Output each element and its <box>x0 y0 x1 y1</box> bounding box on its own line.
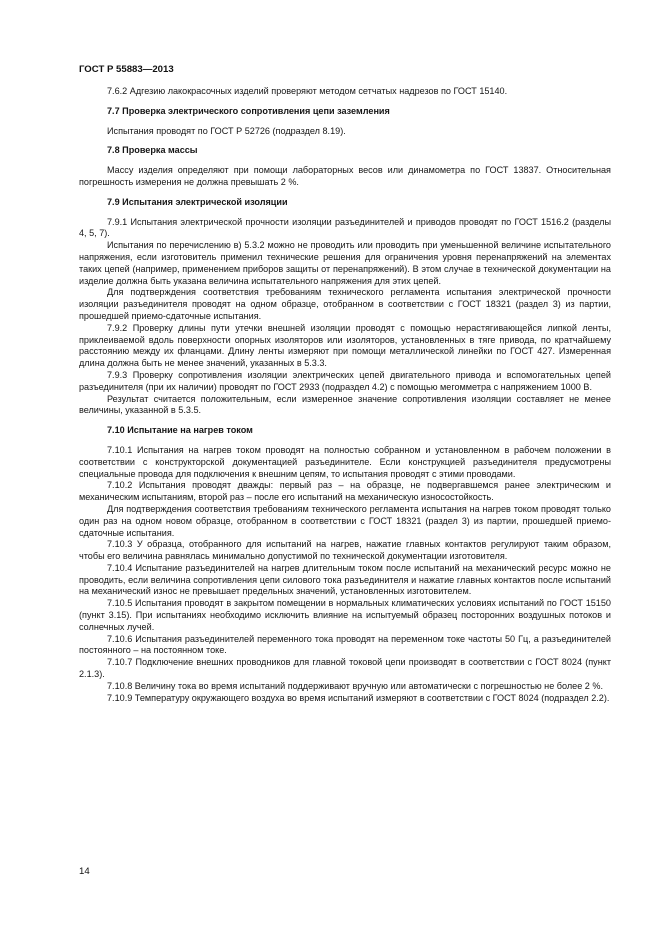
paragraph-7-10-5: 7.10.5 Испытания проводят в закрытом помещении в нормальных климатических условиях испытаний по ГОСТ 15150 (пункт 3.15). При испытаниях необходимо исключить влияние на испытуемый образец посторонних воздушных потоков и солнечных лучей. <box>79 598 611 632</box>
paragraph-7-9-2: 7.9.2 Проверку длины пути утечки внешней изоляции проводят с помощью нерастягивающейся липкой ленты, приклеиваемой вдоль поверхности опорных изоляторов или изоляторов, установленных в тяге привода, по кратчайшему расстоянию между их фланцами. Длину ленты измеряют при помощи металлической линейки по ГОСТ 427. Измеренная длина должна быть не менее значений, указанных в 5.3.3. <box>79 322 611 369</box>
paragraph-7-10-2-b: Для подтверждения соответствия требованиям технического регламента испытания на нагрев током проводят только один раз на одном новом образце, отобранном в соответствии с ГОСТ 18321 (раздел 3) из партии, прошедшей приемо-сдаточные испытания. <box>79 503 611 538</box>
paragraph-7-9-1-c: Для подтверждения соответствия требованиям технического регламента испытания электрической прочности изоляции разъединителя проводят на одном образце, отобранном в соответствии с ГОСТ 18321 (раздел 3) из партии, прошедшей приемо-сдаточные испытания. <box>79 287 611 321</box>
paragraph-7-10-6: 7.10.6 Испытания разъединителей переменного тока проводят на переменном токе частоты 50 Гц, а разъединителей постоянного – на постоянном токе. <box>79 633 611 656</box>
heading-7-10: 7.10 Испытание на нагрев током <box>107 425 253 436</box>
paragraph-7-6-2: 7.6.2 Адгезию лакокрасочных изделий проверяют методом сетчатых надрезов по ГОСТ 15140. <box>107 86 508 96</box>
page-number: 14 <box>79 866 90 877</box>
paragraph-7-9-1-b: Испытания по перечислению в) 5.3.2 можно не проводить или проводить при уменьшенной величине испытательного напряжения, если изготовитель применил технические решения для ограничения уровня перенапряжений на элементах таких цепей (например, применением приборов защиты от перенапряжений). В этом случае в технической документации на изделие должна быть указана величина испытательного напряжения для этих цепей. <box>79 240 611 286</box>
paragraph-7-9-1: 7.9.1 Испытания электрической прочности изоляции разъединителей и приводов проводят по ГОСТ 1516.2 (разделы 4, 5, 7). <box>79 216 611 239</box>
paragraph-7-10-4: 7.10.4 Испытание разъединителей на нагрев длительным током после испытаний на механический ресурс можно не проводить, если величина сопротивления цепи силового тока разъединителя и нажатие главных контактов после испытаний на механический износ не превышает предельных значений, установленных изготовителем. <box>79 562 611 597</box>
paragraph-7-10-1: 7.10.1 Испытания на нагрев током проводят на полностью собранном и установленном в рабочем положении в соответствии с конструкторской документацией разъединителе. Если конструкцией разъединителя предусмотрены специальные провода для подключения к внешним цепям, то испытания проводят с этими проводами. <box>79 444 611 479</box>
document-header: ГОСТ Р 55883—2013 <box>79 64 174 75</box>
document-body <box>79 86 611 704</box>
paragraph-7-10-8: 7.10.8 Величину тока во время испытаний поддерживают вручную или автоматически с погрешностью не более 2 %. <box>107 680 604 691</box>
heading-7-7: 7.7 Проверка электрического сопротивления цепи заземления <box>107 105 390 116</box>
paragraph-7-8: Массу изделия определяют при помощи лабораторных весов или динамометра по ГОСТ 13837. Относительная погрешность измерения не должна превышать 2 %. <box>79 165 611 187</box>
paragraph-7-10-7: 7.10.7 Подключение внешних проводников для главной токовой цепи производят в соответствии с ГОСТ 8024 (пункт 2.1.3). <box>79 657 611 680</box>
paragraph-7-10-3: 7.10.3 У образца, отобранного для испытаний на нагрев, нажатие главных контактов регулируют таким образом, чтобы его величина равнялась минимально допустимой по технической документации изготовителя. <box>79 539 611 562</box>
heading-7-9: 7.9 Испытания электрической изоляции <box>107 196 288 207</box>
paragraph-7-9-3: 7.9.3 Проверку сопротивления изоляции электрических цепей двигательного привода и вспомогательных цепей разъединителя (при их наличии) проводят по ГОСТ 2933 (подраздел 4.2) с помощью мегомметра с напряжением 1000 В. <box>79 369 611 392</box>
paragraph-7-10-9: 7.10.9 Температуру окружающего воздуха во время испытаний измеряют в соответствии с ГОСТ 8024 (подраздел 2.2). <box>107 692 610 703</box>
paragraph-7-9-3-b: Результат считается положительным, если измеренное значение сопротивления изоляции составляет не менее величины, указанной в 5.3.5. <box>79 393 611 416</box>
paragraph-7-10-2: 7.10.2 Испытания проводят дважды: первый раз – на образце, не подвергавшемся ранее электрическим и механическим испытаниям, второй раз – после его испытаний на механическую износостойкость. <box>79 480 611 503</box>
heading-7-8: 7.8 Проверка массы <box>107 145 198 156</box>
paragraph-7-7: Испытания проводят по ГОСТ Р 52726 (подраздел 8.19). <box>107 125 346 136</box>
